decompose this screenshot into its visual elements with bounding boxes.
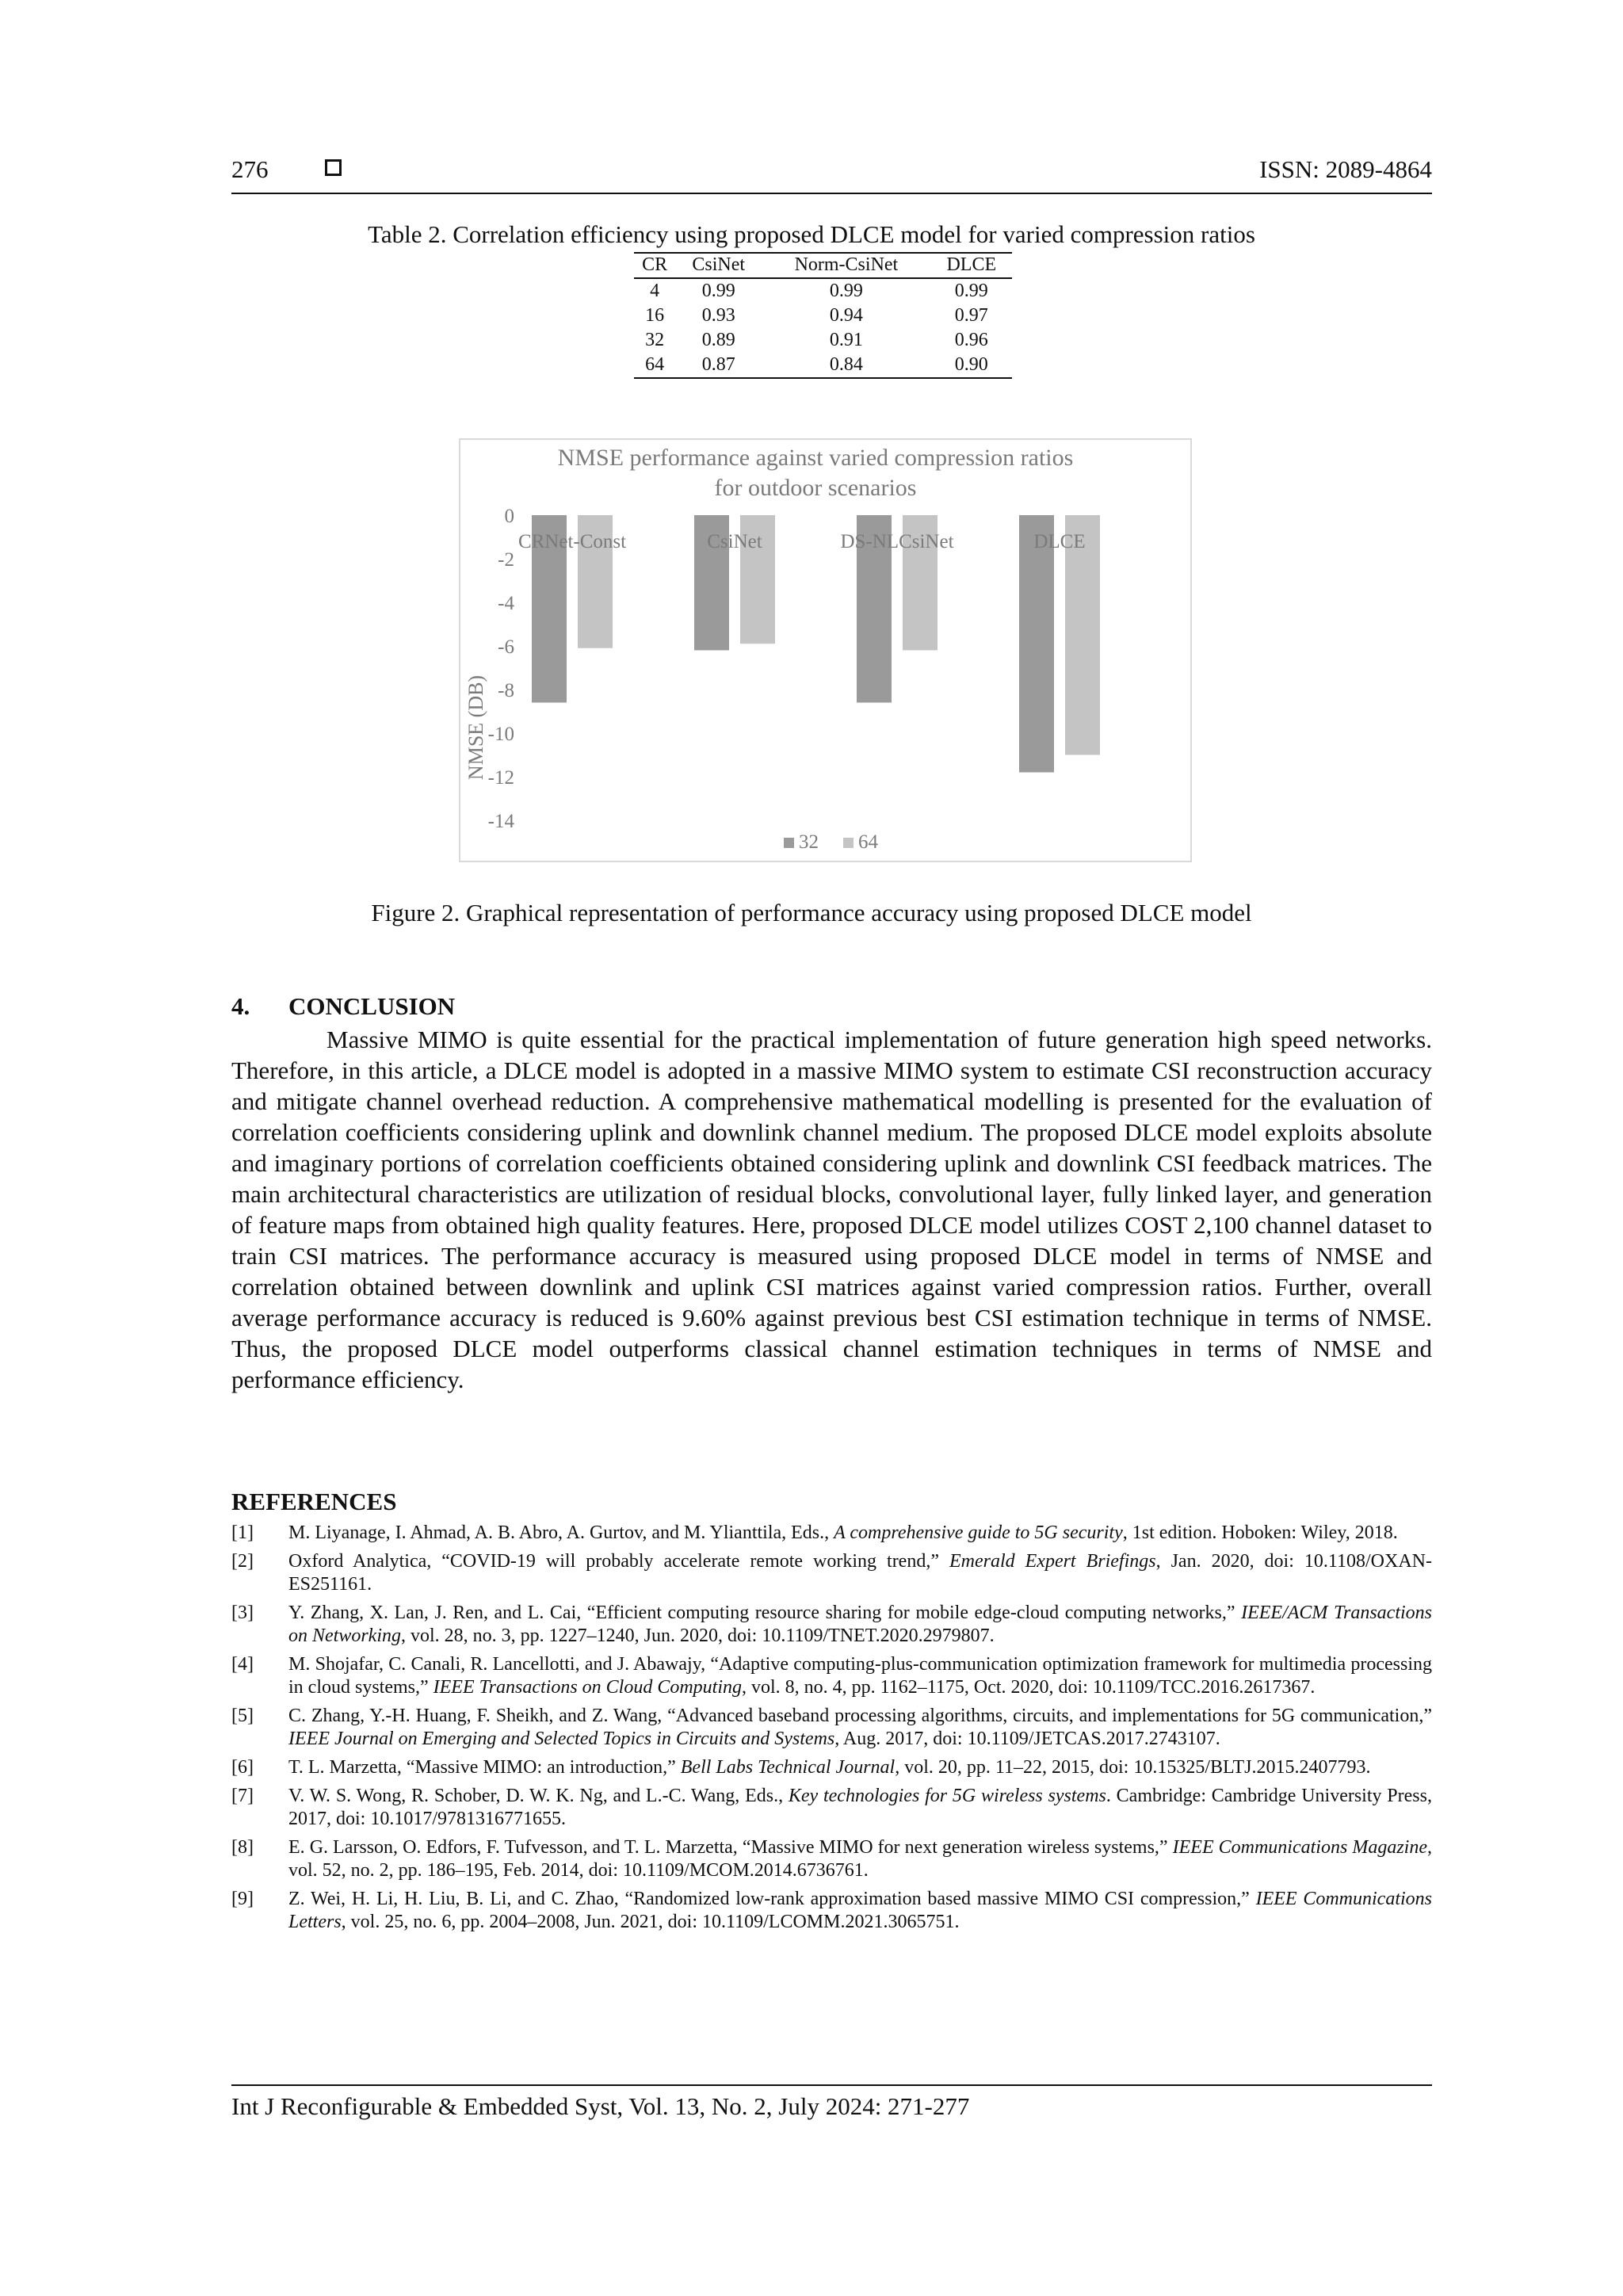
table-cell: 0.94: [829, 305, 863, 326]
reference-venue: IEEE/ACM Transactions on Networking: [288, 1603, 1432, 1646]
section-heading: [231, 992, 455, 1021]
square-bullet-icon: [325, 159, 342, 176]
reference-item: [231, 1756, 1432, 1779]
category-label: DS-NLCsiNet: [840, 531, 954, 552]
table-caption: Table 2. Correlation efficiency using proposed DLCE model for varied compression ratios: [368, 220, 1255, 248]
correlation-table: [634, 252, 1012, 379]
table-cell: 0.99: [954, 281, 988, 301]
table-cell: 0.90: [931, 353, 1012, 378]
table-cell: 32: [645, 330, 665, 350]
reference-number: [1]: [231, 1522, 254, 1543]
reference-venue: Bell Labs Technical Journal: [680, 1757, 896, 1778]
table-row: [634, 278, 1012, 304]
reference-venue: IEEE Transactions on Cloud Computing: [433, 1677, 743, 1698]
reference-venue: Key technologies for 5G wireless systems: [788, 1786, 1106, 1806]
reference-list: [231, 1522, 1432, 1939]
category-label: DLCE: [1033, 531, 1086, 552]
reference-venue: A comprehensive guide to 5G security: [834, 1522, 1123, 1543]
nmse-bar-chart: [459, 438, 1192, 862]
y-tick-label: -10: [487, 724, 514, 745]
bar-dlce-32: [1019, 515, 1054, 773]
reference-item: [231, 1836, 1432, 1882]
chart-title-line-2: for outdoor scenarios: [714, 475, 917, 501]
section-number: 4.: [231, 992, 250, 1020]
issn: ISSN: 2089-4864: [1259, 155, 1432, 183]
legend-label: 32: [799, 831, 819, 853]
footer-divider: [231, 2084, 1432, 2086]
reference-item: [231, 1602, 1432, 1648]
reference-item: [231, 1888, 1432, 1934]
y-axis-label: NMSE (DB): [464, 674, 487, 781]
reference-text: Oxford Analytica, “COVID-19 will probably accelerate remote working trend,” Emerald Expert Briefings, Jan. 2020, doi: 10.1108/OXAN-ES251161.: [288, 1551, 1432, 1595]
table-cell: 0.99: [829, 281, 863, 301]
footer-citation: Int J Reconfigurable & Embedded Syst, Vol. 13, No. 2, July 2024: 271-277: [231, 2092, 970, 2120]
y-tick-label: -6: [498, 636, 514, 658]
table-cell: 0.96: [954, 330, 988, 350]
column-header: CR: [634, 253, 675, 278]
reference-number: [6]: [231, 1757, 254, 1778]
reference-text: T. L. Marzetta, “Massive MIMO: an introduction,” Bell Labs Technical Journal, vol. 20, pp. 11–22, 2015, doi: 10.15325/BLTJ.2015.2407793.: [288, 1757, 1371, 1778]
reference-text: M. Shojafar, C. Canali, R. Lancellotti, and J. Abawajy, “Adaptive computing-plus-communication optimization framework for multimedia processing in cloud systems,” IEEE Transactions on Cloud Computing, vol. 8, no. 4, pp. 1162–1175, Oct. 2020, doi: 10.1109/TCC.2016.2617367.: [288, 1654, 1432, 1698]
reference-number: [9]: [231, 1889, 254, 1909]
reference-number: [7]: [231, 1786, 254, 1806]
conclusion-paragraph: Massive MIMO is quite essential for the practical implementation of future generation high speed networks. Therefore, in this article, a DLCE model is adopted in a massive MIMO system to estimate CSI reconstruction accuracy and mitigate channel overhead reduction. A comprehensive mathematical modelling is presented for the evaluation of correlation coefficients considering uplink and downlink channel medium. The proposed DLCE model exploits absolute and imaginary portions of correlation coefficients obtained considering uplink and downlink CSI feedback matrices. The main architectural characteristics are utilization of residual blocks, convolutional layer, fully linked layer, and generation of feature maps from obtained high quality features. Here, proposed DLCE model utilizes COST 2,100 channel dataset to train CSI matrices. The performance accuracy is measured using proposed DLCE model in terms of NMSE and correlation obtained between downlink and uplink CSI matrices against varied compression ratios. Further, overall average performance accuracy is reduced is 9.60% against previous best CSI estimation technique in terms of NMSE. Thus, the proposed DLCE model outperforms classical channel estimation techniques in terms of NMSE and performance efficiency.: [231, 1026, 1432, 1393]
category-label: CRNet-Const: [517, 531, 627, 552]
reference-number: [2]: [231, 1551, 254, 1572]
table-cell: 64: [634, 353, 675, 378]
reference-venue: Emerald Expert Briefings: [949, 1551, 1156, 1572]
table-cell: 0.97: [954, 305, 988, 326]
reference-item: [231, 1785, 1432, 1831]
table-header-row: [634, 253, 1012, 278]
y-tick-label: 0: [504, 506, 514, 527]
y-tick-label: -2: [498, 549, 514, 571]
table-row: [634, 304, 1012, 328]
reference-item: [231, 1705, 1432, 1751]
header-divider: [231, 193, 1432, 194]
section-title: CONCLUSION: [288, 992, 456, 1020]
y-tick-label: -8: [498, 680, 514, 701]
page-number: 276: [231, 155, 269, 183]
column-header: DLCE: [931, 253, 1012, 278]
table-cell: 4: [650, 281, 660, 301]
reference-text: M. Liyanage, I. Ahmad, A. B. Abro, A. Gurtov, and M. Ylianttila, Eds., A comprehensive guide to 5G security, 1st edition. Hoboken: Wiley, 2018.: [288, 1522, 1398, 1543]
y-tick-label: -12: [487, 767, 514, 789]
reference-item: [231, 1522, 1432, 1545]
table-cell: 16: [645, 305, 665, 326]
table-cell: 0.89: [701, 330, 735, 350]
chart-title-line-1: NMSE performance against varied compression ratios: [557, 445, 1074, 471]
column-header: CsiNet: [675, 253, 762, 278]
reference-number: [4]: [231, 1654, 254, 1675]
reference-item: [231, 1550, 1432, 1596]
legend-swatch: [843, 838, 854, 848]
reference-text: E. G. Larsson, O. Edfors, F. Tufvesson, and T. L. Marzetta, “Massive MIMO for next generation wireless systems,” IEEE Communications Magazine, vol. 52, no. 2, pp. 186–195, Feb. 2014, doi: 10.1109/MCOM.2014.6736761.: [288, 1837, 1432, 1881]
column-header: Norm-CsiNet: [762, 253, 930, 278]
category-label: CsiNet: [707, 531, 762, 552]
figure-caption: Figure 2. Graphical representation of performance accuracy using proposed DLCE model: [371, 899, 1252, 926]
reference-venue: IEEE Communications Letters: [288, 1889, 1432, 1932]
reference-number: [5]: [231, 1706, 254, 1726]
reference-number: [3]: [231, 1603, 254, 1623]
reference-text: V. W. S. Wong, R. Schober, D. W. K. Ng, and L.-C. Wang, Eds., Key technologies for 5G wireless systems. Cambridge: Cambridge University Press, 2017, doi: 10.1017/9781316771655.: [288, 1786, 1432, 1829]
legend-swatch: [784, 838, 794, 848]
reference-venue: IEEE Communications Magazine: [1172, 1837, 1427, 1858]
y-tick-label: -14: [487, 811, 514, 832]
table-row: [634, 328, 1012, 353]
table-row: [634, 353, 1012, 378]
y-tick-label: -4: [498, 593, 514, 614]
reference-item: [231, 1653, 1432, 1699]
reference-text: Y. Zhang, X. Lan, J. Ren, and L. Cai, “Efficient computing resource sharing for mobile edge-cloud computing networks,” IEEE/ACM Transactions on Networking, vol. 28, no. 3, pp. 1227–1240, Jun. 2020, doi: 10.1109/TNET.2020.2979807.: [288, 1603, 1432, 1646]
table-cell: 0.87: [675, 353, 762, 378]
table-cell: 0.99: [701, 281, 735, 301]
reference-venue: IEEE Journal on Emerging and Selected Topics in Circuits and Systems: [288, 1729, 835, 1749]
reference-text: C. Zhang, Y.-H. Huang, F. Sheikh, and Z. Wang, “Advanced baseband processing algorithms, circuits, and implementations for 5G communication,” IEEE Journal on Emerging and Selected Topics in Circuits and Systems, Aug. 2017, doi: 10.1109/JETCAS.2017.2743107.: [288, 1706, 1432, 1749]
reference-number: [8]: [231, 1837, 254, 1858]
reference-text: Z. Wei, H. Li, H. Liu, B. Li, and C. Zhao, “Randomized low-rank approximation based massive MIMO CSI compression,” IEEE Communications Letters, vol. 25, no. 6, pp. 2004–2008, Jun. 2021, doi: 10.1109/LCOMM.2021.3065751.: [288, 1889, 1432, 1932]
table-cell: 0.91: [829, 330, 863, 350]
legend-label: 64: [858, 831, 878, 853]
table-cell: 0.93: [701, 305, 735, 326]
references-heading: REFERENCES: [231, 1488, 397, 1515]
table-cell: 0.84: [762, 353, 930, 378]
